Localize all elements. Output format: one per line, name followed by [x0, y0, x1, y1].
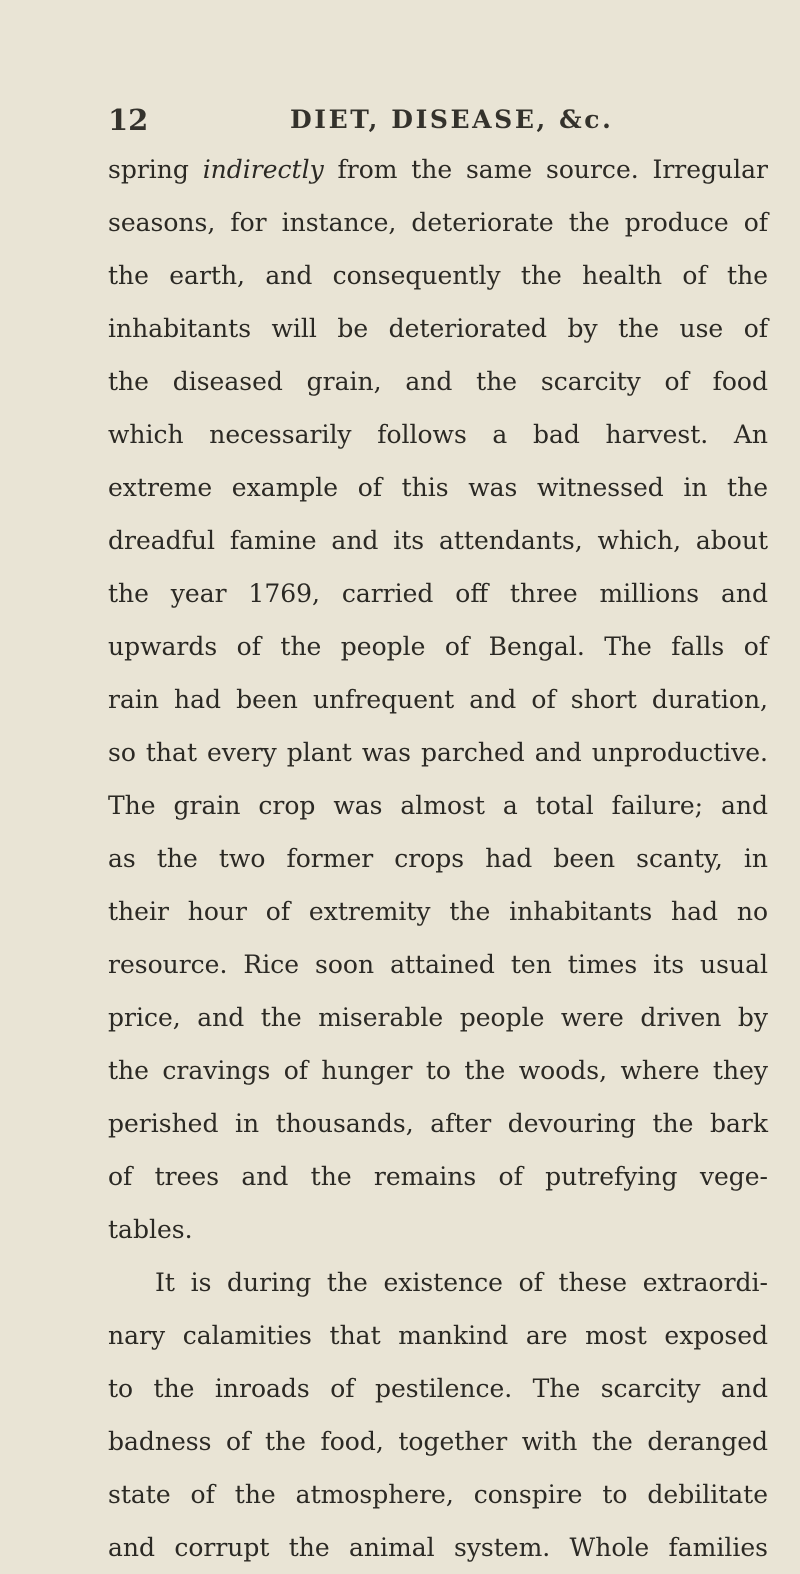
text-line: state of the atmosphere, conspire to debilitate [108, 1480, 768, 1509]
text-line: and corrupt the animal system. Whole families [108, 1533, 768, 1562]
text-line: price, and the miserable people were driven by [108, 1003, 768, 1032]
text-line: so that every plant was parched and unproductive. [108, 738, 768, 767]
text-line: upwards of the people of Bengal. The falls of [108, 632, 768, 661]
text-line: the diseased grain, and the scarcity of food [108, 367, 768, 396]
text-line: the year 1769, carried off three millions and [108, 579, 768, 608]
text-line [108, 143, 768, 196]
italic-word: indirectly [202, 155, 324, 184]
paragraph-start-line: It is during the existence of these extraordi- [155, 1268, 768, 1297]
text-line: the earth, and consequently the health of the [108, 261, 768, 290]
text-line: of trees and the remains of putrefying vege- [108, 1162, 768, 1191]
text-line: dreadful famine and its attendants, which, about [108, 526, 768, 555]
page-number: 12 [108, 103, 149, 137]
text-line: perished in thousands, after devouring the bark [108, 1109, 768, 1138]
text-line: inhabitants will be deteriorated by the use of [108, 314, 768, 343]
paragraph-end-line: tables. [108, 1215, 193, 1244]
text-line: resource. Rice soon attained ten times its usual [108, 950, 768, 979]
text-line: rain had been unfrequent and of short duration, [108, 685, 768, 714]
text-segment: from the same source. Irregular [323, 155, 768, 184]
text-line: nary calamities that mankind are most exposed [108, 1321, 768, 1350]
text-line: The grain crop was almost a total failure; and [108, 791, 768, 820]
text-line: extreme example of this was witnessed in the [108, 473, 768, 502]
text-line: to the inroads of pestilence. The scarcity and [108, 1374, 768, 1403]
running-head [108, 100, 768, 140]
text-line: as the two former crops had been scanty, in [108, 844, 768, 873]
body-text [108, 143, 768, 1574]
running-title: DIET, DISEASE, &c. [290, 105, 614, 134]
text-line: badness of the food, together with the deranged [108, 1427, 768, 1456]
text-segment: spring [108, 155, 203, 184]
text-line: which necessarily follows a bad harvest. An [108, 420, 768, 449]
text-line: their hour of extremity the inhabitants had no [108, 897, 768, 926]
text-line: seasons, for instance, deteriorate the produce of [108, 208, 768, 237]
text-line: the cravings of hunger to the woods, where they [108, 1056, 768, 1085]
